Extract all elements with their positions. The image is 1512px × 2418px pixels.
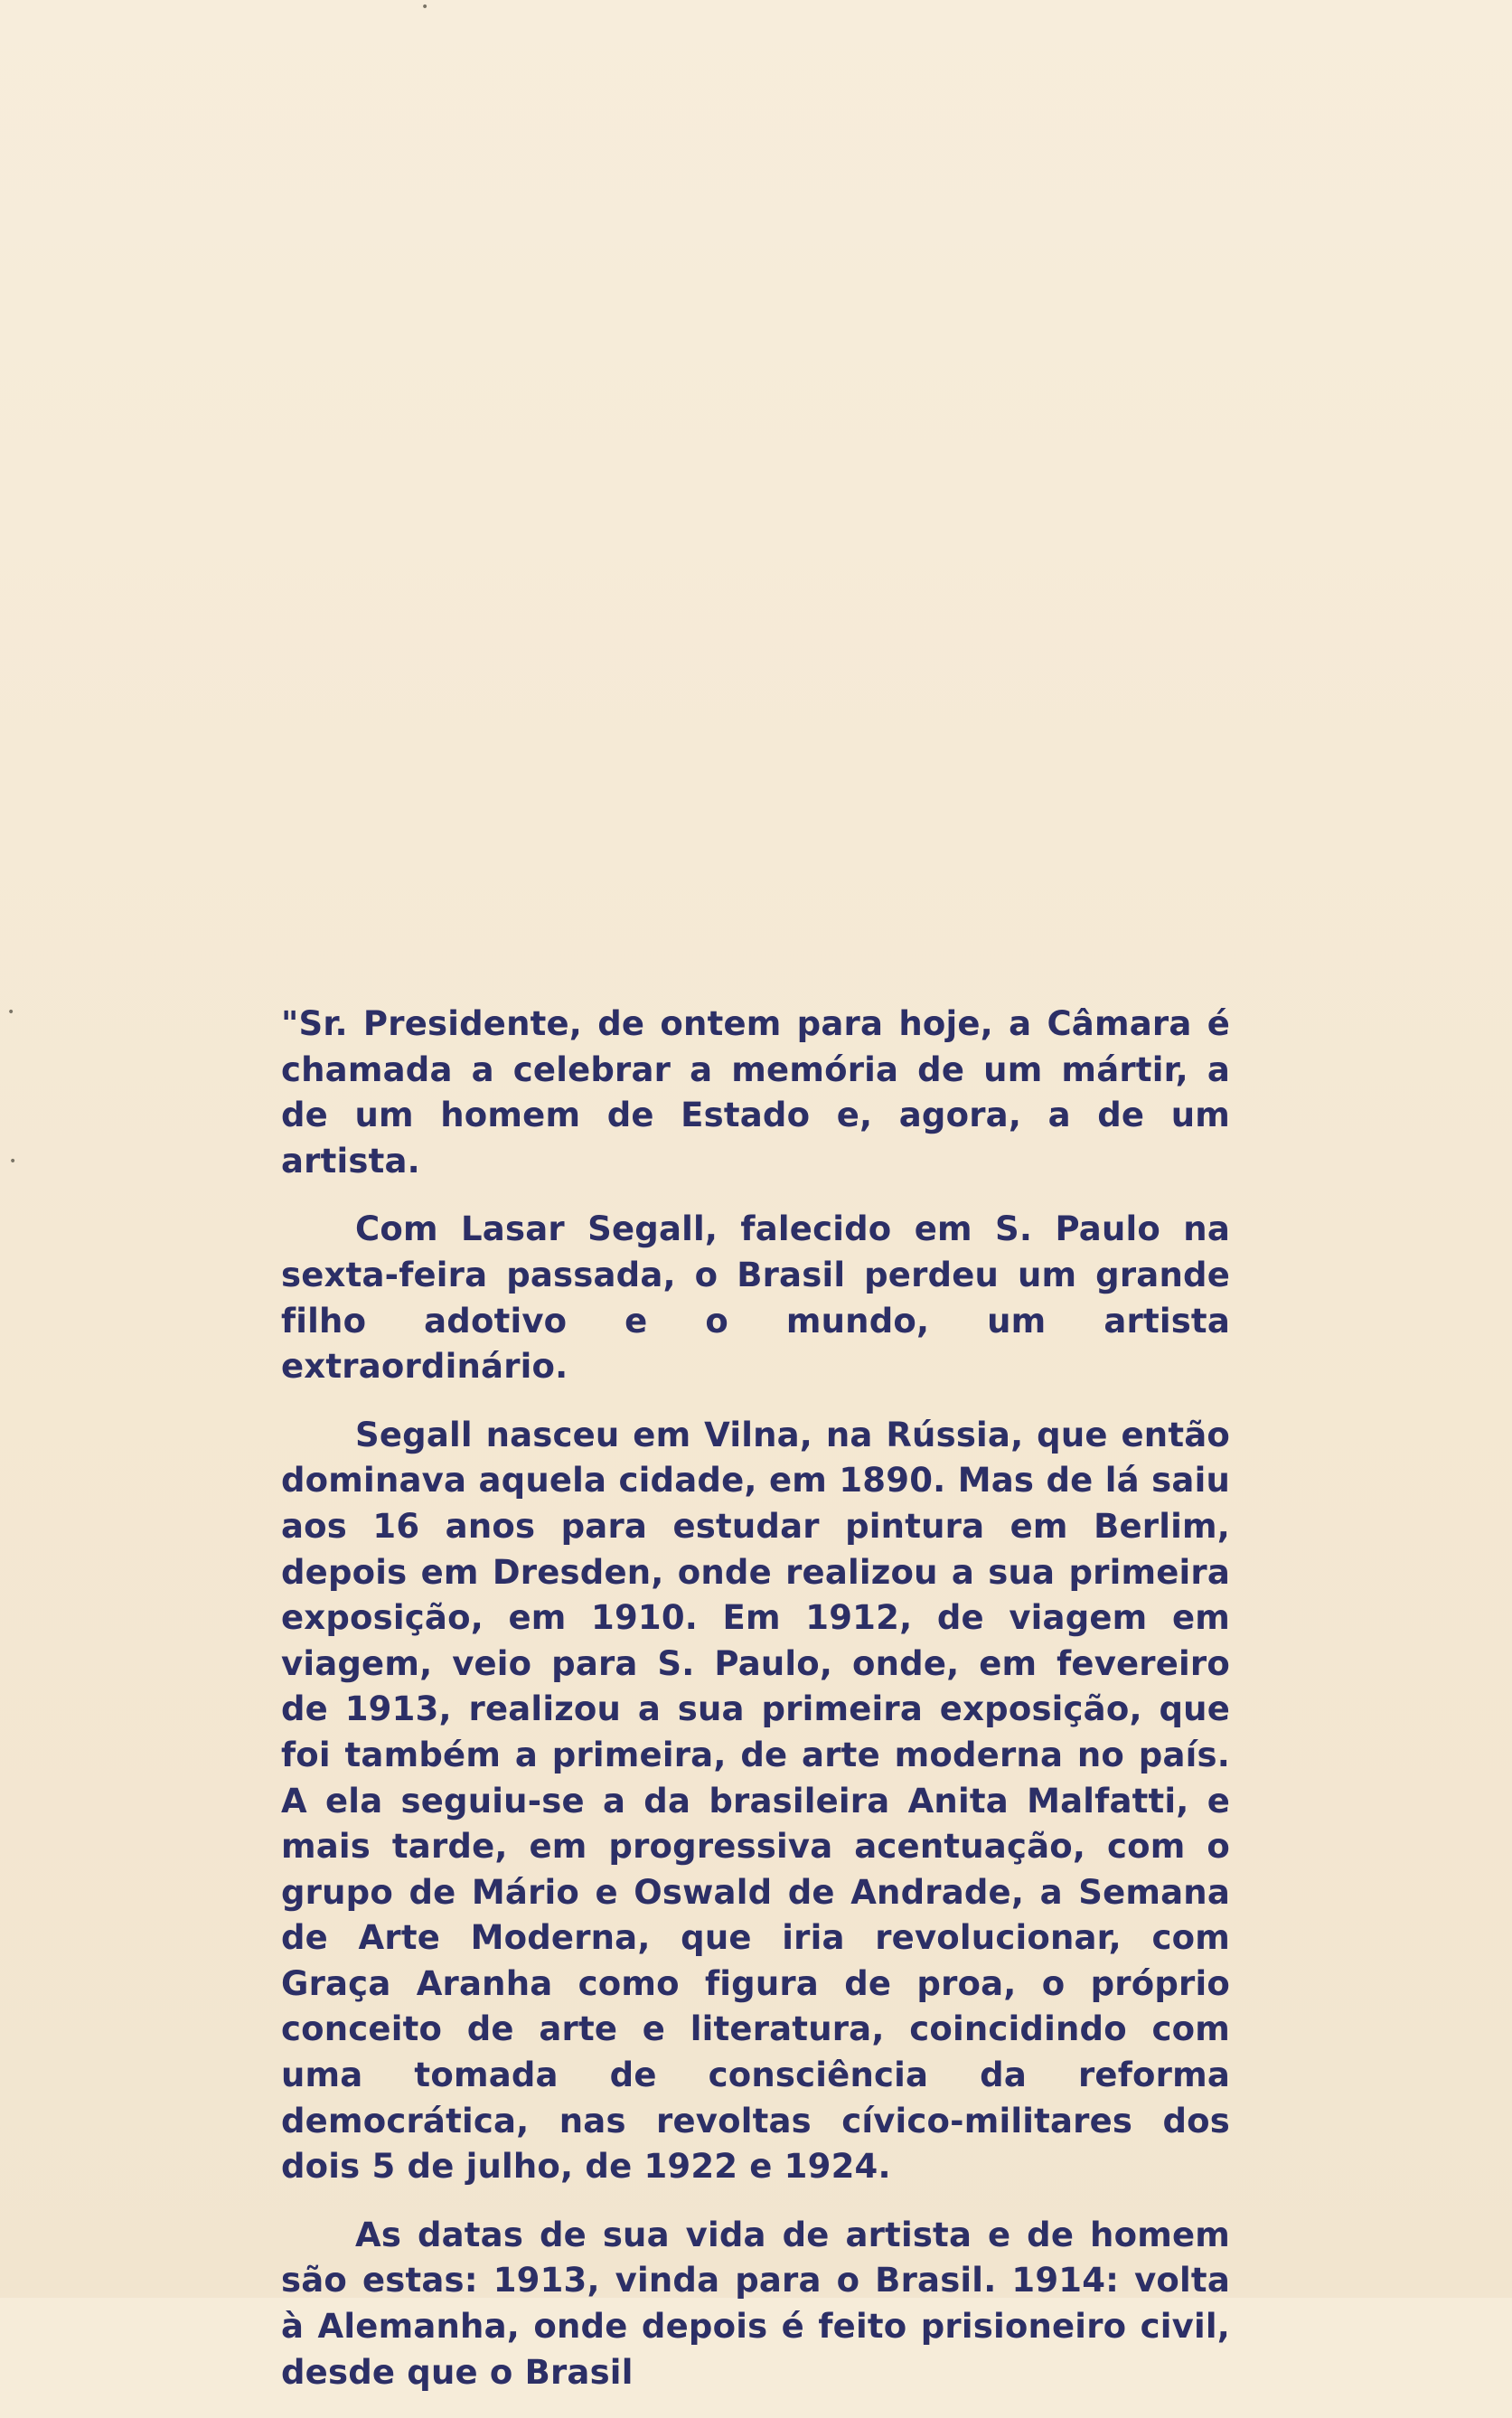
paragraph-4: As datas de sua vida de artista e de homem são estas: 1913, vinda para o Brasil. 1914: volta à Alemanha, onde depois é feito prisioneiro civil, desde que o Brasil	[281, 2215, 1230, 2392]
page-mark-left-2: •	[9, 1154, 17, 1169]
page-mark-left-1: •	[7, 1005, 15, 1020]
paragraph-3: Segall nasceu em Vilna, na Rússia, que então dominava aquela cidade, em 1890. Mas de lá saiu aos 16 anos para estudar pintura em Berlim, depois em Dresden, onde realizou a sua primeira exposição, em 1910. Em 1912, de viagem em viagem, veio para S. Paulo, onde, em fevereiro de 1913, realizou a sua primeira exposição, que foi também a primeira, de arte moderna no país. A ela seguiu-se a da brasileira Anita Malfatti, e mais tarde, em progressiva acentuação, com o grupo de Mário e Oswald de Andrade, a Semana de Arte Moderna, que iria revolucionar, com Graça Aranha como figura de proa, o próprio conceito de arte e literatura, coincidindo com uma tomada de consciência da reforma democrática, nas revoltas cívico-militares dos dois 5 de julho, de 1922 e 1924.	[281, 1415, 1230, 2187]
paragraph-2: Com Lasar Segall, falecido em S. Paulo na sexta-feira passada, o Brasil perdeu um grande filho adotivo e o mundo, um artista extraordinário.	[281, 1209, 1230, 1387]
page-mark-top: •	[421, 0, 429, 14]
body-text	[281, 1002, 1230, 2418]
paragraph-1: "Sr. Presidente, de ontem para hoje, a Câmara é chamada a celebrar a memória de um mártir, a de um homem de Estado e, agora, a de um artista.	[281, 1004, 1230, 1181]
